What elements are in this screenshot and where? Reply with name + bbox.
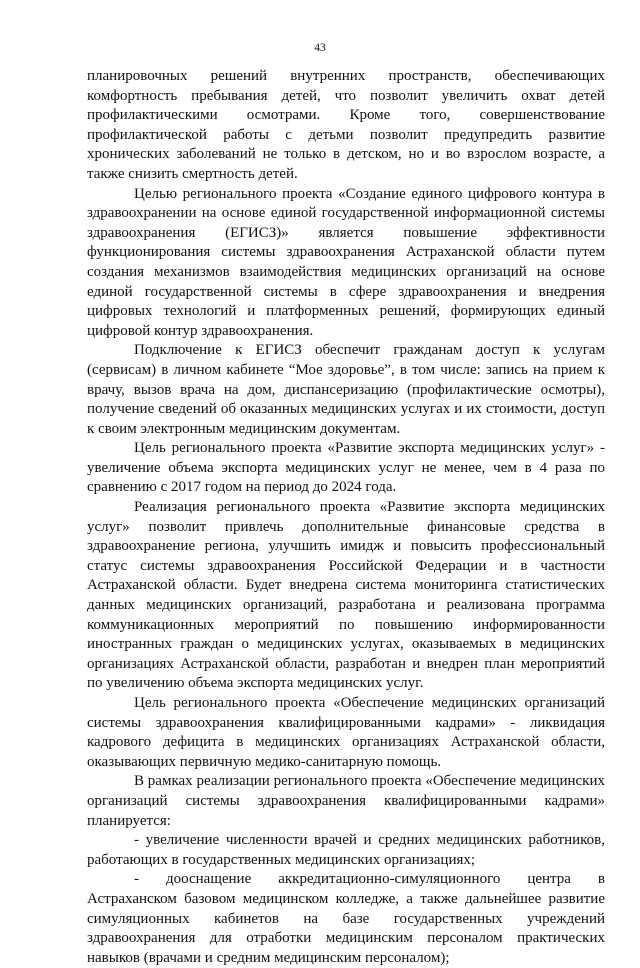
list-item: - дооснащение аккредитационно-симуляционного центра в Астраханском базовом медицинском колледже, а также дальнейшее развитие симуляционных кабинетов на базе государственных учреждений здравоохранения для отработки медицинским персоналом практических навыков (врачами и средним медицинским персоналом); (87, 871, 605, 966)
paragraph: Реализация регионального проекта «Развитие экспорта медицинских услуг» позволит привлечь дополнительные финансовые средства в здравоохранение региона, улучшить имидж и повысить профессиональный статус системы здравоохранения Российской Федерации и в частности Астраханской области. Будет внедрена система мониторинга статистических данных медицинских организаций, разработана и реализована программа коммуникационных мероприятий по повышению информированности иностранных граждан о медицинских услугах, оказываемых в медицинских организациях Астраханской области, разработан и внедрен план мероприятий по увеличению объема экспорта медицинских услуг. (87, 499, 605, 692)
document-body (87, 67, 605, 968)
paragraph: Подключение к ЕГИСЗ обеспечит гражданам доступ к услугам (сервисам) в личном кабинете “Мое здоровье”, в том числе: запись на прием к врачу, вызов врача на дом, диспансеризацию (профилактические осмотры), получение сведений об оказанных медицинских услугах и их стоимости, доступ к своим электронным медицинским документам. (87, 342, 605, 437)
paragraph: Целью регионального проекта «Создание единого цифрового контура в здравоохранении на основе единой государственной информационной системы здравоохранения (ЕГИСЗ)» является повышение эффективности функционирования системы здравоохранения Астраханской области путем создания механизмов взаимодействия медицинских организаций на основе единой государственной системы в сфере здравоохранения и внедрения цифровых технологий и платформенных решений, формирующих единый цифровой контур здравоохранения. (87, 185, 605, 339)
list-item: - увеличение численности врачей и средних медицинских работников, работающих в государственных медицинских организациях; (87, 832, 605, 868)
paragraph: В рамках реализации регионального проекта «Обеспечение медицинских организаций системы здравоохранения квалифицированными кадрами» планируется: (87, 773, 605, 829)
paragraph: планировочных решений внутренних пространств, обеспечивающих комфортность пребывания детей, что позволит увеличить охват детей профилактическими осмотрами. Кроме того, совершенствование профилактической работы с детьми позволит предупредить развитие хронических заболеваний не только в детском, но и во взрослом возрасте, а также снизить смертность детей. (87, 68, 605, 182)
paragraph: Цель регионального проекта «Обеспечение медицинских организаций системы здравоохранения квалифицированными кадрами» - ликвидация кадрового дефицита в медицинских организациях Астраханской области, оказывающих первичную медико-санитарную помощь. (87, 695, 605, 770)
paragraph: Цель регионального проекта «Развитие экспорта медицинских услуг» - увеличение объема экспорта медицинских услуг не менее, чем в 4 раза по сравнению с 2017 годом на период до 2024 года. (87, 440, 605, 496)
page-number: 43 (314, 42, 326, 54)
